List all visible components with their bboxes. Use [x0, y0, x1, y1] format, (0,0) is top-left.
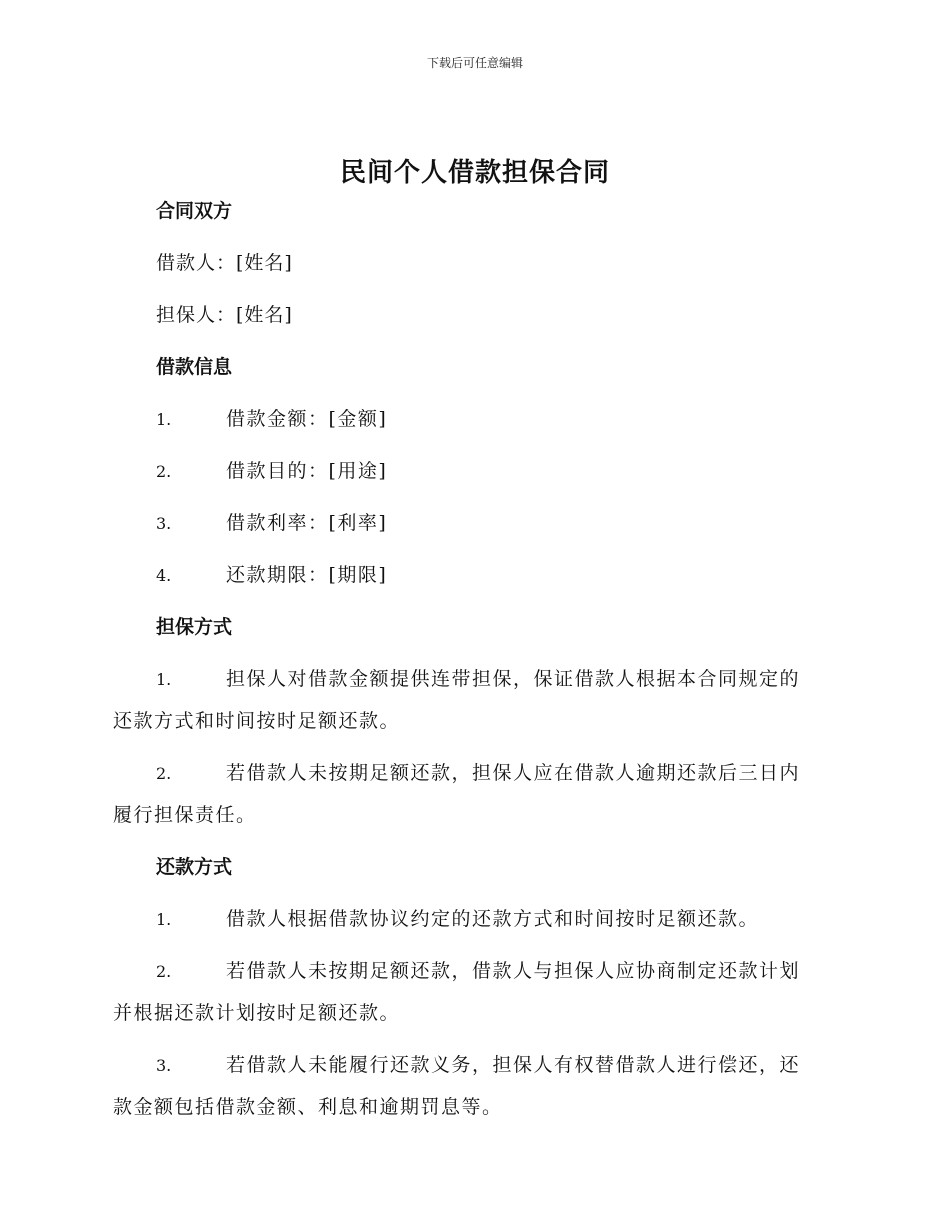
list-text: 担保人对借款金额提供连带担保，保证借款人根据本合同规定的 [226, 668, 801, 690]
list-text: 若借款人未按期足额还款，担保人应在借款人逾期还款后三日内 [226, 762, 801, 784]
section-heading-loan-info: 借款信息 [156, 356, 233, 378]
section-heading-repayment: 还款方式 [156, 856, 233, 878]
list-text: 若借款人未按期足额还款，借款人与担保人应协商制定还款计划 [226, 960, 801, 982]
list-text: 借款利率：[利率] [226, 512, 388, 534]
list-number: 1. [156, 670, 172, 689]
list-number: 2. [156, 462, 172, 481]
list-number: 4. [156, 566, 172, 585]
list-item [113, 560, 833, 590]
list-number: 1. [156, 910, 172, 929]
borrower-line: 借款人：[姓名] [156, 252, 293, 274]
page-header-note: 下载后可任意编辑 [426, 56, 523, 70]
list-number: 3. [156, 1056, 172, 1075]
section-heading-parties: 合同双方 [156, 200, 233, 222]
list-number: 2. [156, 764, 172, 783]
list-number: 3. [156, 514, 172, 533]
list-text: 借款金额：[金额] [226, 408, 388, 430]
list-item [113, 508, 833, 538]
list-text: 还款期限：[期限] [226, 564, 388, 586]
list-text: 借款目的：[用途] [226, 460, 388, 482]
guarantor-line: 担保人：[姓名] [156, 304, 293, 326]
list-item [113, 664, 833, 736]
list-item [113, 456, 833, 486]
list-item [113, 404, 833, 434]
list-text: 若借款人未能履行还款义务，担保人有权替借款人进行偿还，还 [226, 1054, 801, 1076]
list-number: 2. [156, 962, 172, 981]
list-text-continuation: 履行担保责任。 [113, 804, 257, 826]
list-item [113, 1050, 833, 1122]
list-text-continuation: 款金额包括借款金额、利息和逾期罚息等。 [113, 1096, 503, 1118]
section-heading-guarantee: 担保方式 [156, 616, 233, 638]
document-body [113, 196, 833, 1122]
list-item [113, 956, 833, 1028]
list-text-continuation: 还款方式和时间按时足额还款。 [113, 710, 401, 732]
document-title: 民间个人借款担保合同 [339, 158, 610, 188]
list-item [113, 758, 833, 830]
list-number: 1. [156, 410, 172, 429]
list-text-continuation: 并根据还款计划按时足额还款。 [113, 1002, 401, 1024]
list-item [113, 904, 833, 934]
list-text: 借款人根据借款协议约定的还款方式和时间按时足额还款。 [226, 908, 760, 930]
